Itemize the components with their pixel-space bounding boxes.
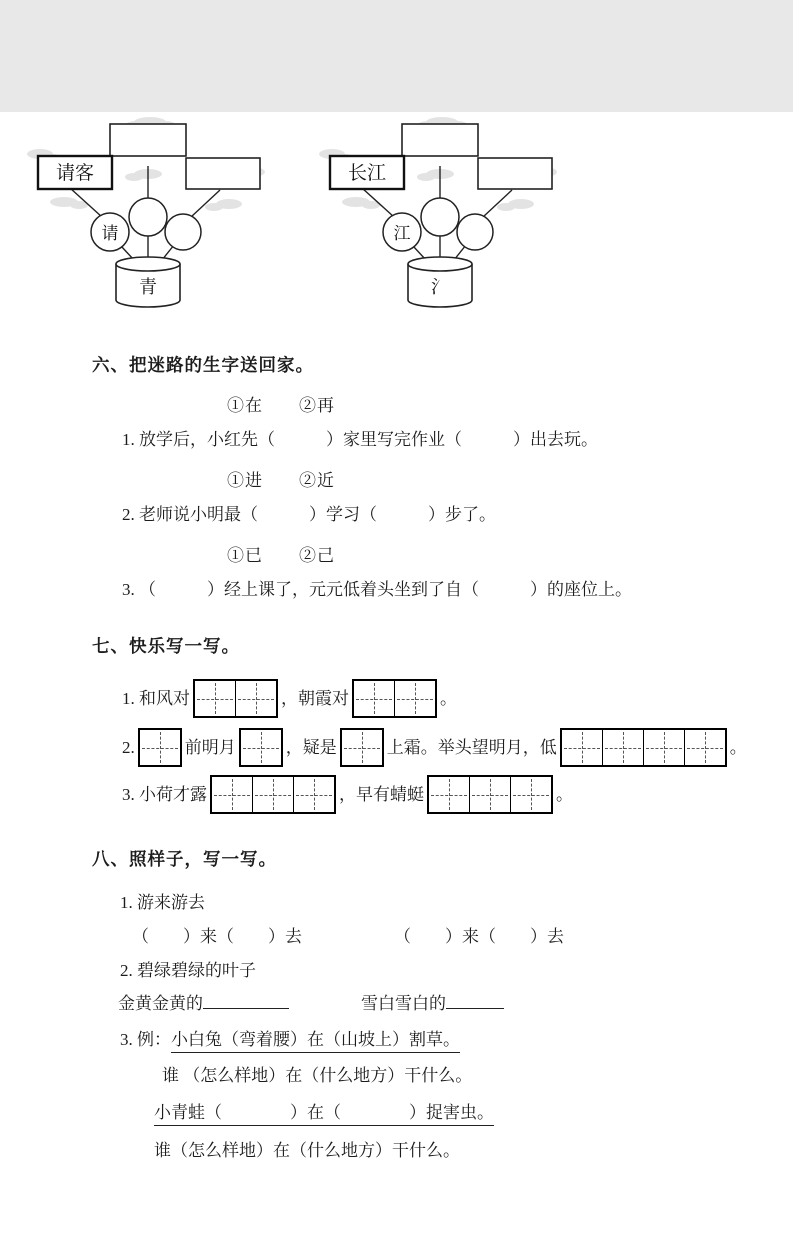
worksheet-page xyxy=(0,112,793,1234)
writing-lines xyxy=(122,679,747,814)
word-box-left-label: 长江 xyxy=(347,163,387,184)
writing-grid xyxy=(193,679,278,718)
writing-line-text: 。 xyxy=(556,784,573,804)
grid-cell xyxy=(643,730,684,765)
grid-cell xyxy=(342,730,382,765)
item3-pattern2: 谁（怎么样地）在（什么地方）干什么。 xyxy=(154,1140,460,1160)
writing-grid xyxy=(352,679,437,718)
option-pair: ①在 ②再 xyxy=(227,396,335,415)
writing-grid xyxy=(560,728,727,767)
item1-label: 1. 游来游去 xyxy=(120,893,205,912)
grid-cell xyxy=(241,730,281,765)
blank-circle-right xyxy=(457,214,493,250)
section-8 xyxy=(92,846,733,1164)
grid-cell xyxy=(469,777,510,812)
blank-circle-middle xyxy=(129,198,167,236)
item1-blank-b: （ ）来（ ）去 xyxy=(394,927,564,946)
diagram-qing xyxy=(24,112,272,314)
grid-cell xyxy=(252,777,293,812)
writing-line xyxy=(122,775,733,814)
grid-cell xyxy=(212,777,252,812)
grid-cell xyxy=(140,730,180,765)
circle-left-label: 请 xyxy=(101,224,119,243)
grid-cell xyxy=(293,777,334,812)
section-8-title: 八、照样子，写一写。 xyxy=(92,849,277,869)
item3-example: 小白兔（弯着腰）在（山坡上）割草。 xyxy=(171,1030,460,1053)
radical-cylinder xyxy=(116,257,180,307)
blank-circle-right xyxy=(165,214,201,250)
writing-line xyxy=(122,679,733,718)
grid-cell xyxy=(235,681,276,716)
writing-line-text: 上霜。举头望明月，低 xyxy=(386,737,557,757)
writing-grid xyxy=(427,775,553,814)
item3-fill: 小青蛙（ ）在（ ）捉害虫。 xyxy=(154,1103,494,1126)
writing-grid xyxy=(239,728,283,767)
writing-line-text: 。 xyxy=(729,737,747,757)
item2-right-stem: 雪白雪白的 xyxy=(361,993,446,1013)
writing-line-text: 。 xyxy=(440,688,457,708)
writing-line-text: 3. 小荷才露 xyxy=(122,784,207,804)
circle-left-label: 江 xyxy=(393,224,411,243)
writing-line-text: 前明月 xyxy=(184,737,236,757)
option-pair: ①进 ②近 xyxy=(227,471,335,490)
grid-cell xyxy=(684,730,725,765)
cylinder-label: 青 xyxy=(139,277,157,297)
item1-blank-a: （ ）来（ ）去 xyxy=(132,927,302,946)
item2-label: 2. 碧绿碧绿的叶子 xyxy=(120,961,256,980)
word-box-left-label: 请客 xyxy=(55,163,95,184)
writing-line-text: 2. xyxy=(122,737,135,757)
diagram-jiang xyxy=(316,112,564,314)
writing-line-text: ，早有蜻蜓 xyxy=(339,784,424,804)
writing-grid xyxy=(138,728,182,767)
writing-grid xyxy=(210,775,336,814)
writing-grid xyxy=(340,728,384,767)
radical-cylinder xyxy=(408,257,472,307)
item3-pattern1: 谁 （怎么样地）在（什么地方）干什么。 xyxy=(162,1065,473,1085)
grid-cell xyxy=(354,681,394,716)
option-pair: ①已 ②己 xyxy=(227,546,335,565)
fill-sentence: 1. 放学后，小红先（ ）家里写完作业（ ）出去玩。 xyxy=(122,430,598,449)
blank-word-box-middle xyxy=(110,124,186,156)
writing-line-text: ，疑是 xyxy=(285,737,337,757)
section-7-title: 七、快乐写一写。 xyxy=(92,636,240,656)
writing-line-text: 1. 和风对 xyxy=(122,688,190,708)
blank-word-box-right xyxy=(186,158,260,189)
section-6 xyxy=(92,352,733,603)
grid-cell xyxy=(602,730,643,765)
item2-right-blank-line xyxy=(446,990,504,1009)
blank-circle-middle xyxy=(421,198,459,236)
fill-sentence: 3. （ ）经上课了，元元低着头坐到了自（ ）的座位上。 xyxy=(122,580,632,599)
item2-left-blank-line xyxy=(203,990,289,1009)
item2-blanks xyxy=(118,990,733,1017)
grid-cell xyxy=(195,681,235,716)
grid-cell xyxy=(394,681,435,716)
writing-line xyxy=(122,728,747,767)
item1-blanks xyxy=(132,924,733,950)
fill-sentence: 2. 老师说小明最（ ）学习（ ）步了。 xyxy=(122,505,496,524)
section-6-title: 六、把迷路的生字送回家。 xyxy=(92,355,314,375)
blank-word-box-middle xyxy=(402,124,478,156)
grid-cell xyxy=(429,777,469,812)
section-7 xyxy=(92,633,747,814)
cylinder-label: 氵 xyxy=(431,277,449,297)
item3-example-line xyxy=(120,1027,733,1053)
character-diagrams xyxy=(24,112,793,314)
grid-cell xyxy=(510,777,551,812)
grid-cell xyxy=(562,730,602,765)
item3-label: 3. 例： xyxy=(120,1029,171,1049)
item2-left-stem: 金黄金黄的 xyxy=(118,993,203,1013)
item3-fill-line xyxy=(154,1100,733,1126)
writing-line-text: ，朝霞对 xyxy=(281,688,349,708)
blank-word-box-right xyxy=(478,158,552,189)
